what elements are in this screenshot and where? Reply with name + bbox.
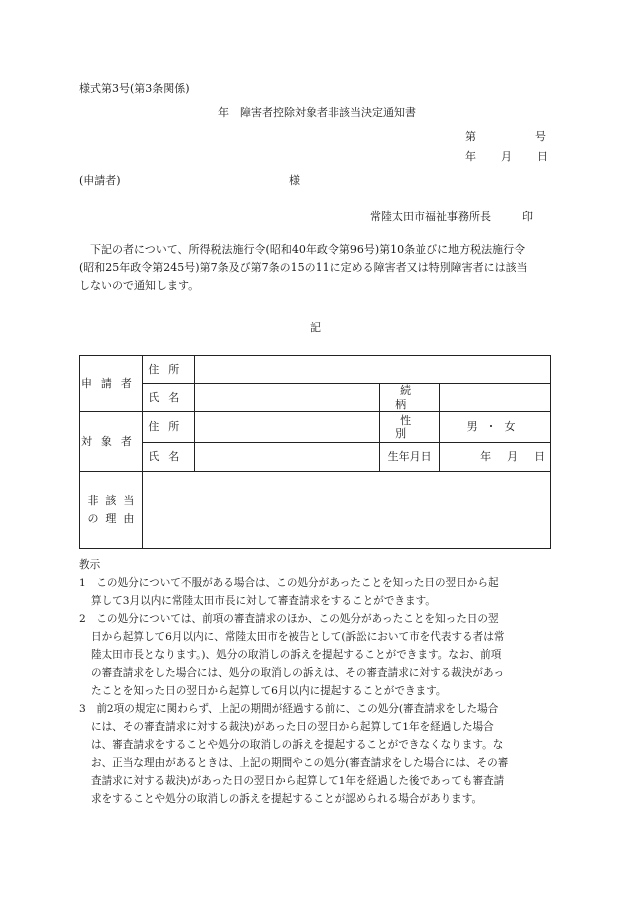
instruction-item-1 — [79, 574, 559, 592]
item-line: 求をすることや処分の取消しの訴えを提起することが認められる場合があります。 — [91, 793, 483, 805]
item-line: お、正当な理由があるときは、上記の期間やこの処分(審査請求をした場合には、その審 — [91, 757, 509, 769]
applicant-name-field[interactable] — [194, 384, 379, 412]
issuer-name: 常陸太田市福祉事務所長 — [370, 210, 491, 223]
instruction-item-3 — [79, 700, 559, 718]
item-number: 3 — [79, 703, 86, 715]
item-number: 2 — [79, 613, 86, 625]
sex-options-cell[interactable] — [440, 412, 551, 443]
item-line: 前2項の規定に関わらず、上記の期間が経過する前に、この処分(審査請求をした場合 — [96, 703, 499, 715]
item-line: の審査請求をした場合には、処分の取消しの訴えは、その審査請求に対する裁決があっ — [91, 667, 505, 679]
instruction-item-2 — [79, 610, 559, 628]
issuer-seal: 印 — [522, 210, 533, 223]
item-line: 日から起算して6月以内に、常陸太田市を被告として(訴訟において市を代表する者は常 — [91, 631, 505, 643]
subject-label: 対象者 — [80, 434, 141, 448]
subject-label-cell — [80, 412, 143, 472]
item-number: 1 — [79, 577, 86, 589]
body-line: 下記の者について、所得税法施行令(昭和40年政令第96号)第10条並びに地方税法施行令 — [79, 243, 526, 256]
applicant-address-label-cell — [142, 356, 194, 384]
item-line: この処分について不服がある場合は、この処分があったことを知った日の翌日から起 — [96, 577, 499, 589]
body-line: しないので通知します。 — [79, 279, 200, 292]
instructions — [79, 556, 559, 808]
reason-field[interactable] — [142, 472, 550, 549]
birthdate-label-cell — [380, 443, 440, 472]
details-table — [79, 355, 551, 549]
subject-name-label: 氏名 — [148, 450, 189, 464]
birthdate-year: 年 — [480, 450, 492, 464]
relation-label: 続柄 — [395, 384, 430, 411]
date-day: 日 — [537, 150, 548, 163]
item-line: 査請求に対する裁決)があった日の翌日から起算して1年を経過した後であっても審査請 — [91, 775, 505, 787]
applicant-label-cell — [80, 356, 143, 412]
ki-heading: 記 — [310, 321, 321, 334]
sex-label-cell — [380, 412, 440, 443]
addressee-honorific: 様 — [289, 174, 300, 187]
applicant-address-label: 住所 — [148, 362, 189, 376]
item-line: たことを知った日の翌日から起算して6月以内に提起することができます。 — [91, 685, 447, 697]
item-line: 算して3月以内に常陸太田市長に対して審査請求をすることができます。 — [91, 595, 436, 607]
reason-label-line1: 非該当 — [87, 494, 142, 507]
date-month: 月 — [501, 150, 512, 163]
body-paragraph — [79, 241, 551, 295]
date-year: 年 — [465, 150, 476, 163]
item-line: は、審査請求をすることや処分の取消しの訴えを提起することができなくなります。な — [91, 739, 504, 751]
addressee-label: (申請者) — [79, 174, 121, 187]
birthdate-day: 日 — [534, 450, 546, 464]
subject-name-label-cell — [142, 443, 194, 472]
relation-field[interactable] — [440, 384, 551, 412]
birthdate-month: 月 — [507, 450, 519, 464]
document-title: 年 障害者控除対象者非該当決定通知書 — [218, 106, 416, 119]
instructions-heading: 教示 — [79, 559, 101, 571]
sex-label: 性別 — [395, 413, 430, 440]
applicant-name-label: 氏名 — [148, 390, 189, 404]
applicant-address-field[interactable] — [194, 356, 550, 384]
reason-label-line2: の理由 — [87, 512, 142, 525]
subject-address-label-cell — [142, 412, 194, 443]
item-line: には、その審査請求に対する裁決)があった日の翌日から起算して1年を経過した場合 — [91, 721, 494, 733]
applicant-name-label-cell — [142, 384, 194, 412]
subject-address-label: 住所 — [148, 420, 189, 434]
sex-options[interactable]: 男・女 — [466, 420, 524, 434]
body-line: (昭和25年政令第245号)第7条及び第7条の15の11に定める障害者又は特別障害者には該当 — [79, 261, 528, 274]
applicant-label: 申請者 — [80, 376, 141, 390]
item-line: この処分については、前項の審査請求のほか、この処分があったことを知った日の翌 — [96, 613, 499, 625]
doc-number-suffix: 号 — [535, 130, 546, 143]
reason-label-cell — [80, 472, 143, 549]
birthdate-label: 生年月日 — [387, 450, 432, 464]
subject-name-field[interactable] — [194, 443, 379, 472]
relation-label-cell — [380, 384, 440, 412]
subject-address-field[interactable] — [194, 412, 379, 443]
form-number: 様式第3号(第3条関係) — [79, 82, 190, 95]
item-line: 陸太田市長となります。)、処分の取消しの訴えを提起することができます。なお、前項 — [91, 649, 502, 661]
birthdate-field[interactable] — [440, 443, 551, 472]
doc-number-prefix: 第 — [465, 130, 476, 143]
